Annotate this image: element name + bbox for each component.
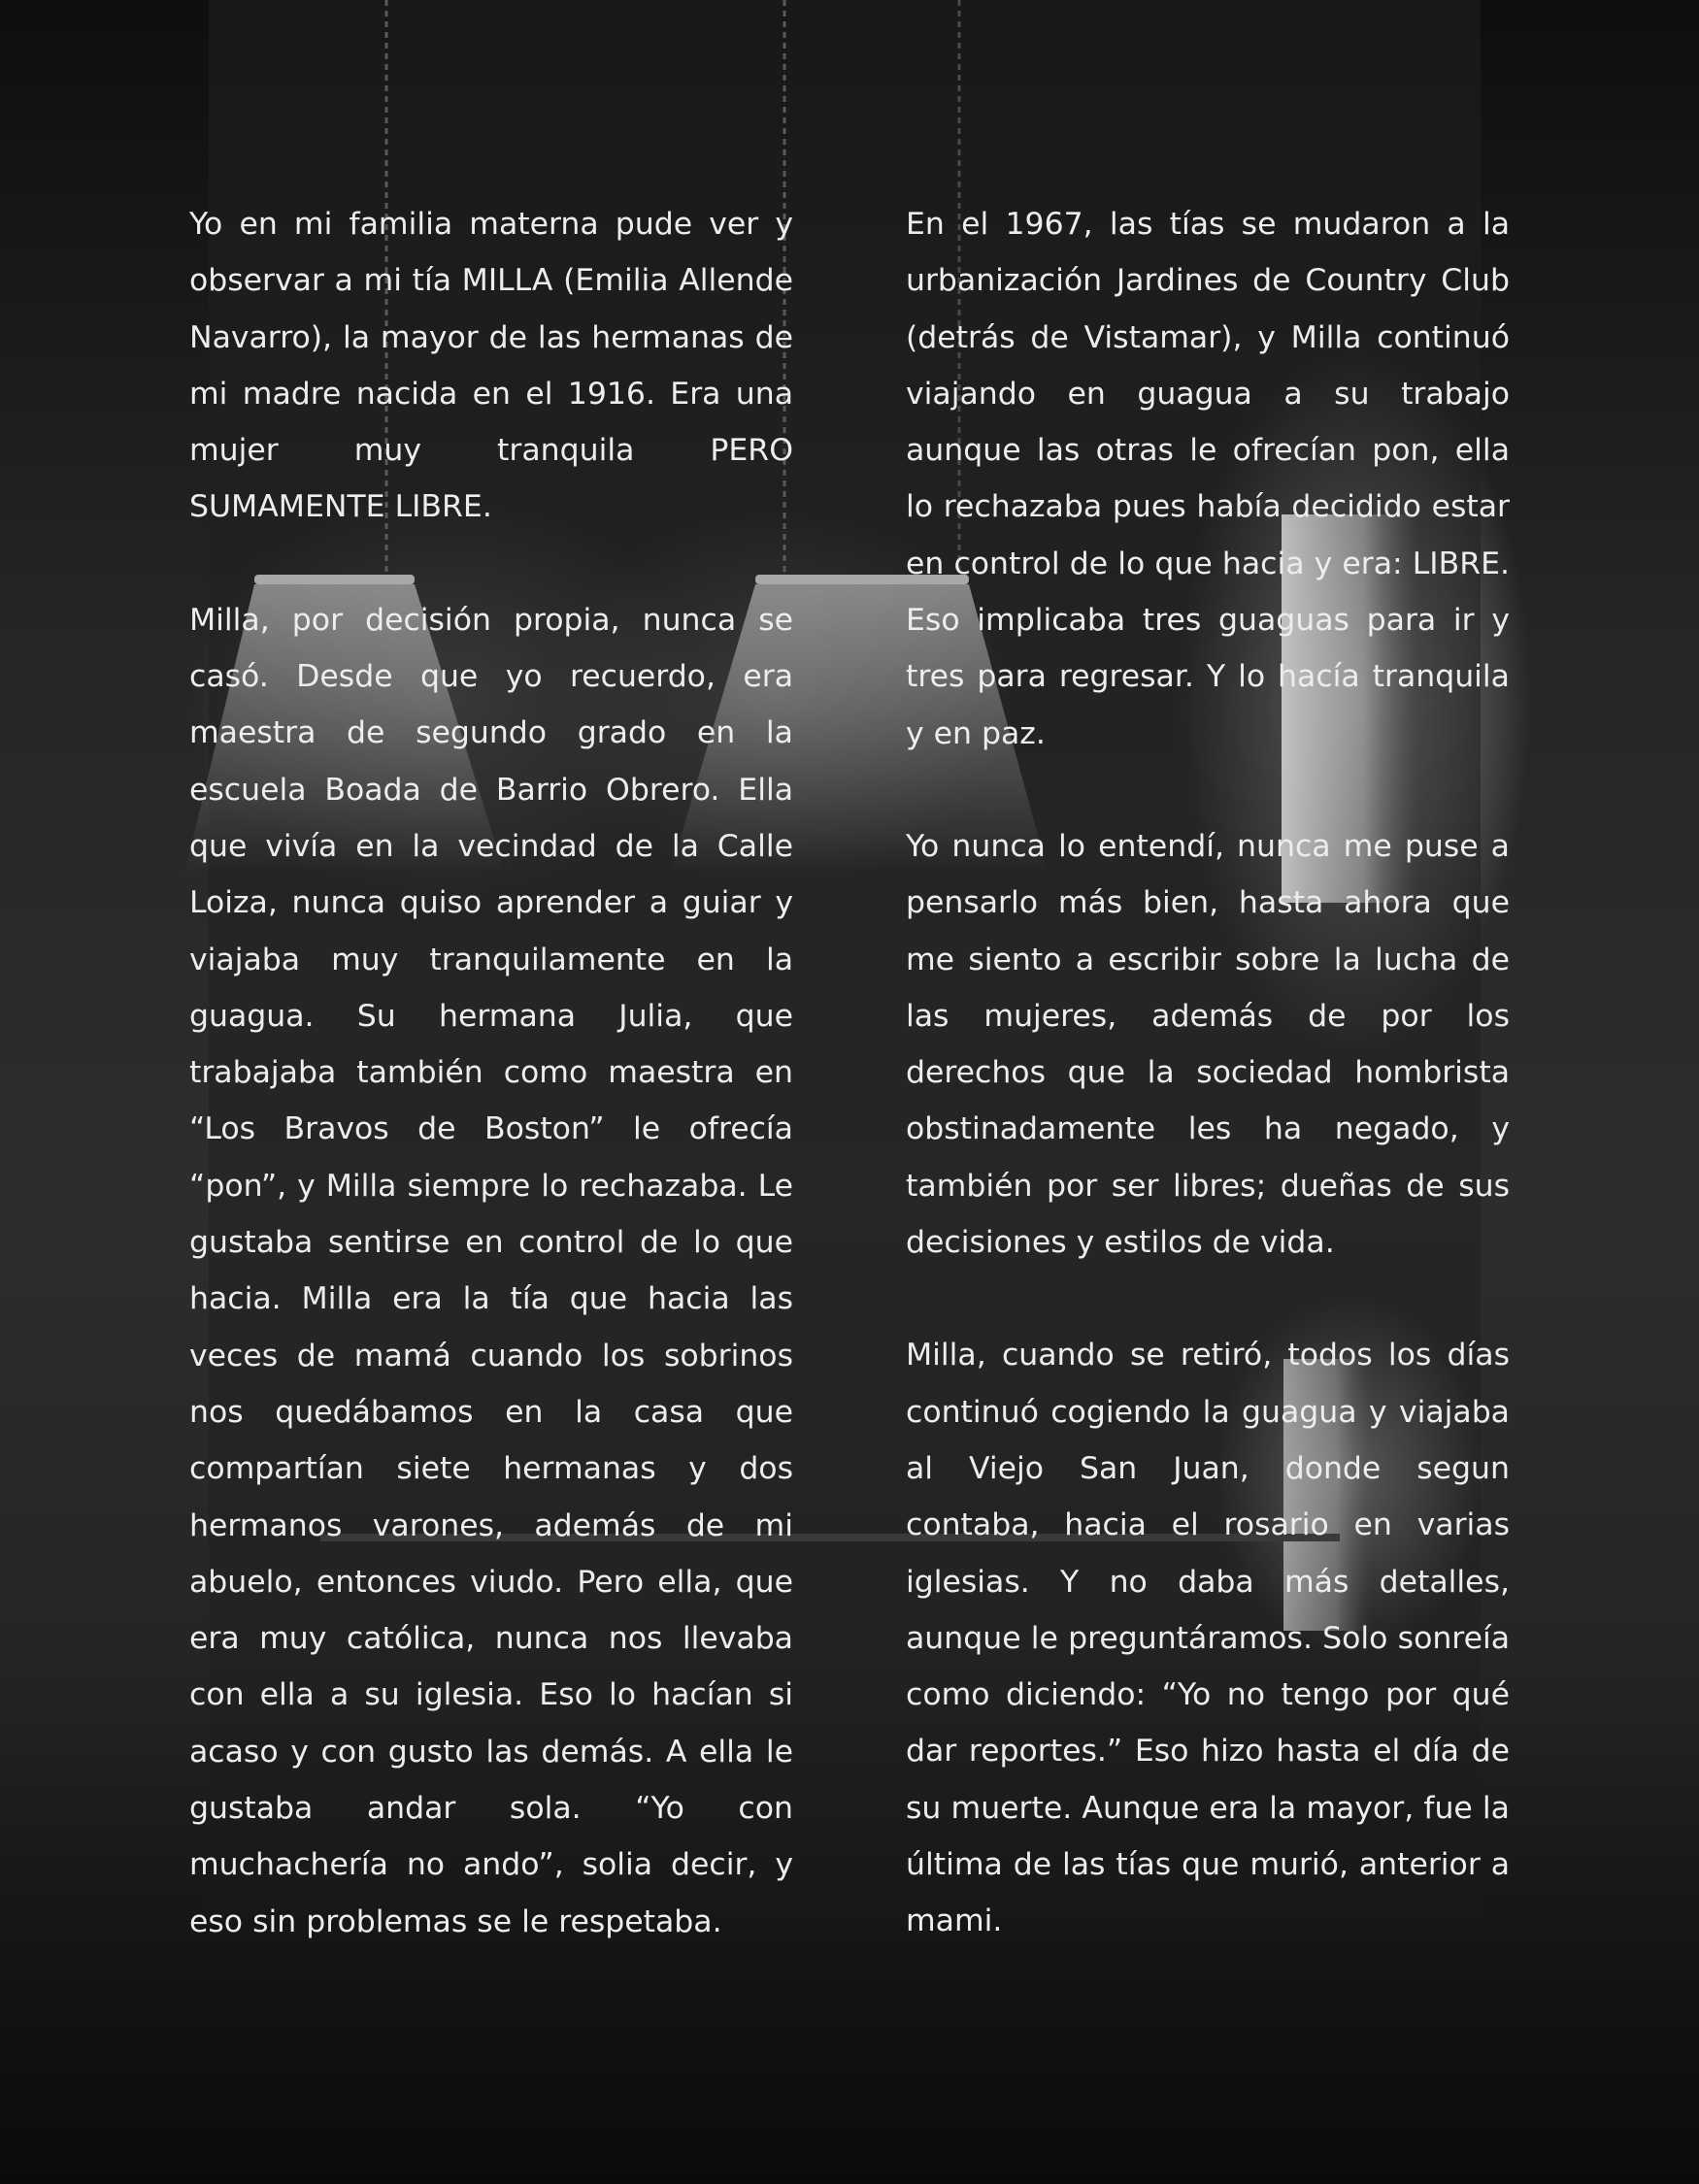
left-column [189,196,793,1963]
right-paragraph-2: Yo nunca lo entendí, nunca me puse a pensarlo más bien, hasta ahora que me siento a escribir sobre la lucha de las mujeres, además de por los derechos que la sociedad hombrista obstinadamente les ha negado, y también por ser libres; dueñas de sus decisiones y estilos de vida. [906,828,1510,1261]
right-paragraph-1: En el 1967, las tías se mudaron a la urbanización Jardines de Country Club (detrás de Vistamar), y Milla continuó viajando en guagua a su trabajo aunque las otras le ofrecían pon, ella lo rechazaba pues había decidido estar en control de lo que hacia y era: LIBRE. Eso implicaba tres guaguas para ir y tres para regresar. Y lo hacía tranquila y en paz. [906,207,1510,751]
right-paragraph-3: Milla, cuando se retiró, todos los días continuó cogiendo la guagua y viajaba al Viejo San Juan, donde segun contaba, hacia el rosario en varias iglesias. Y no daba más detalles, aunque le preguntáramos. Solo sonreía como diciendo: “Yo no tengo por qué dar reportes.” Eso hizo hasta el día de su muerte. Aunque era la mayor, fue la última de las tías que murió, anterior a mami. [906,1338,1510,1939]
left-paragraph-1: Yo en mi familia materna pude ver y observar a mi tía MILLA (Emilia Allende Navarro), la mayor de las hermanas de mi madre nacida en el 1916. Era una mujer muy tranquila PERO SUMAMENTE LIBRE. [189,207,793,525]
left-paragraph-2: Milla, por decisión propia, nunca se casó. Desde que yo recuerdo, era maestra de segundo grado en la escuela Boada de Barrio Obrero. Ella que vivía en la vecindad de la Calle Loiza, nunca quiso aprender a guiar y viajaba muy tranquilamente en la guagua. Su hermana Julia, que trabajaba también como maestra en “Los Bravos de Boston” le ofrecía “pon”, y Milla siempre lo rechazaba. Le gustaba sentirse en control de lo que hacia. Milla era la tía que hacia las veces de mamá cuando los sobrinos nos quedábamos en la casa que compartían siete hermanas y dos hermanos varones, además de mi abuelo, entonces viudo. Pero ella, que era muy católica, nunca nos llevaba con ella a su iglesia. Eso lo hacían si acaso y con gusto las demás. A ella le gustaba andar sola. “Yo con muchachería no ando”, solia decir, y eso sin problemas se le respetaba. [189,602,793,1939]
right-column [906,196,1510,1963]
article-columns [189,196,1510,1963]
